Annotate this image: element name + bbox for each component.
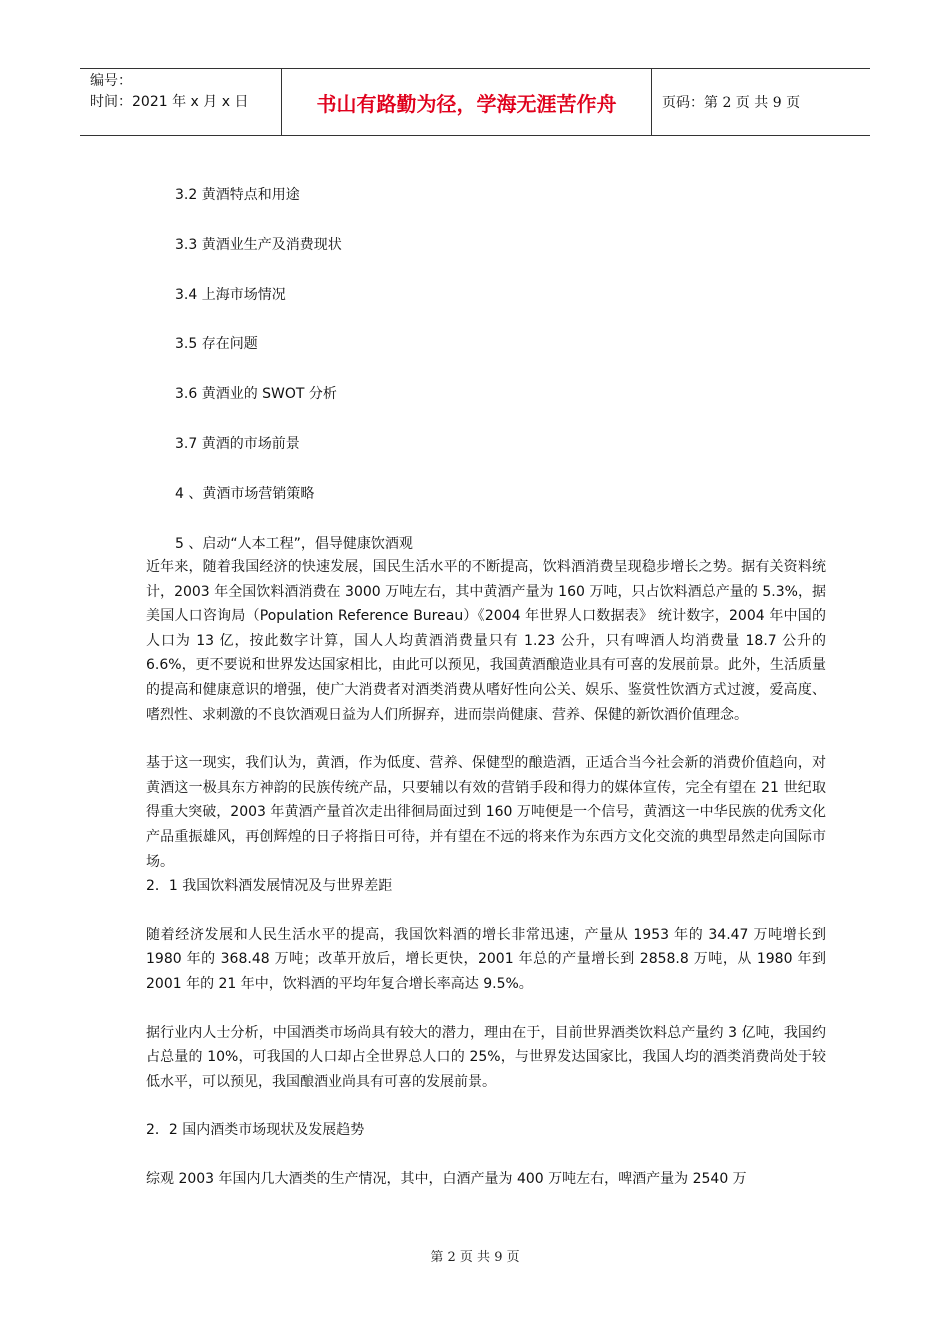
- toc-item-4: 4 、黄酒市场营销策略: [175, 486, 315, 502]
- toc-item-3-6: 3.6 黄酒业的 SWOT 分析: [175, 386, 337, 402]
- toc-item-3-5: 3.5 存在问题: [175, 336, 258, 352]
- toc-item-3-7: 3.7 黄酒的市场前景: [175, 436, 300, 452]
- toc-item-5: 5 、启动“人本工程”，倡导健康饮酒观: [175, 536, 413, 552]
- document-number-label: 编号：: [90, 73, 132, 89]
- body-text: [146, 555, 826, 1191]
- page-footer: 第 2 页 共 9 页: [430, 1250, 520, 1265]
- paragraph-growth: 随着经济发展和人民生活水平的提高，我国饮料酒的增长非常迅速，产量从 1953 年的 34.47 万吨增长到 1980 年的 368.48 万吨；改革开放后，增长更快，2001 年总的产量增长到 2858.8 万吨，从 1980 年到 2001 年的 21 年中，饮料酒的平均年复合增长率高达 9.5%。: [146, 926, 826, 992]
- section-heading-2-1: 2．1 我国饮料酒发展情况及与世界差距: [146, 878, 393, 895]
- paragraph-intro: 近年来，随着我国经济的快速发展，国民生活水平的不断提高，饮料酒消费呈现稳步增长之势。据有关资料统计，2003 年全国饮料酒消费在 3000 万吨左右，其中黄酒产量为 160 万吨，只占饮料酒总产量的 5.3%，据美国人口咨询局（Population Reference Bureau）《2004 年世界人口数据表》 统计数字，2004 年中国的人口为 13 亿，按此数字计算，国人人均黄酒消费量只有 1.23 公升，只有啤酒人均消费量 18.7 公升的 6.6%，更不要说和世界发达国家相比，由此可以预见，我国黄酒酿造业具有可喜的发展前景。此外，生活质量的提高和健康意识的增强，使广大消费者对酒类消费从嗜好性向公关、娱乐、鉴赏性饮酒方式过渡，爱高度、嗜烈性、求刺激的不良饮酒观日益为人们所摒弃，进而崇尚健康、营养、保健的新饮酒价值理念。: [146, 559, 826, 723]
- toc-item-3-2: 3.2 黄酒特点和用途: [175, 187, 300, 203]
- toc-item-3-3: 3.3 黄酒业生产及消费现状: [175, 237, 342, 253]
- section-heading-2-2: 2．2 国内酒类市场现状及发展趋势: [146, 1122, 365, 1139]
- paragraph-overview: 综观 2003 年国内几大酒类的生产情况，其中，白酒产量为 400 万吨左右，啤酒产量为 2540 万: [146, 1170, 747, 1187]
- paragraph-potential: 据行业内人士分析，中国酒类市场尚具有较大的潜力，理由在于，目前世界酒类饮料总产量约 3 亿吨，我国约占总量的 10%，可我国的人口却占全世界总人口的 25%，与世界发达国家比，我国人均的酒类消费尚处于较低水平，可以预见，我国酿酒业尚具有可喜的发展前景。: [146, 1024, 826, 1090]
- document-time-label: 时间：2021 年 x 月 x 日: [90, 94, 249, 110]
- header-meta: [80, 69, 282, 135]
- header-motto: 书山有路勤为径，学海无涯苦作舟: [282, 69, 652, 135]
- header-page-label: 页码：第 2 页 共 9 页: [662, 95, 801, 111]
- paragraph-reality: 基于这一现实，我们认为，黄酒，作为低度、营养、保健型的酿造酒，正适合当今社会新的消费价值趋向，对黄酒这一极具东方神韵的民族传统产品，只要辅以有效的营销手段和得力的媒体宣传，完全有望在 21 世纪取得重大突破，2003 年黄酒产量首次走出徘徊局面过到 160 万吨便是一个信号，黄酒这一中华民族的优秀文化产品重振雄风，再创辉煌的日子将指日可待，并有望在不远的将来作为东西方文化交流的典型昂然走向国际市场。: [146, 755, 826, 870]
- header-table: [80, 68, 870, 136]
- toc-item-3-4: 3.4 上海市场情况: [175, 287, 286, 303]
